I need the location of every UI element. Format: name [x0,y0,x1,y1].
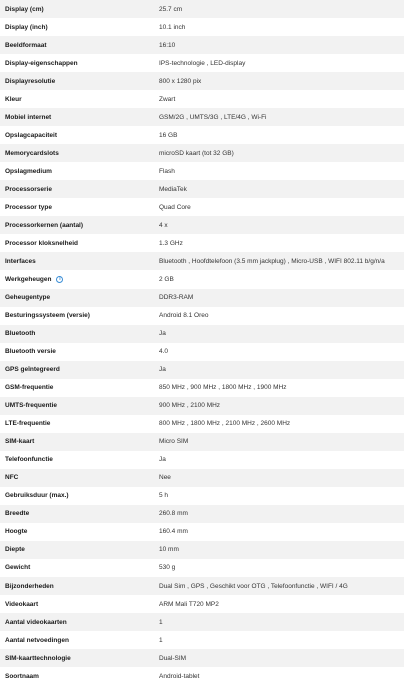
spec-label-text: Memorycardslots [5,149,59,157]
spec-value: 2 GB [159,275,174,283]
spec-label [0,384,154,391]
spec-row [0,325,404,343]
spec-row [0,0,404,18]
spec-label [0,6,154,13]
spec-value: 5 h [159,492,169,500]
spec-row [0,667,404,685]
spec-row [0,379,404,397]
spec-label-text: Aantal netvoedingen [5,636,69,644]
spec-value: 10 mm [159,546,179,554]
spec-label [0,673,154,680]
spec-value: 16 GB [159,131,178,139]
spec-row [0,613,404,631]
spec-value: 530 g [159,564,176,572]
spec-label [0,222,154,229]
spec-value: ARM Mali T720 MP2 [159,600,219,608]
spec-value: microSD kaart (tot 32 GB) [159,149,234,157]
spec-label-text: Display-eigenschappen [5,59,78,67]
spec-row [0,270,404,288]
spec-value: Micro SIM [159,438,189,446]
spec-value: 10.1 inch [159,23,186,31]
spec-label-text: Besturingssysteem (versie) [5,312,90,320]
spec-label [0,186,154,193]
spec-label-text: Bluetooth [5,330,36,338]
spec-row [0,54,404,72]
spec-value: Bluetooth , Hoofdtelefoon (3.5 mm jackplug) , Micro-USB , WIFI 802.11 b/g/n/a [159,257,385,265]
spec-label [0,420,154,427]
spec-label [0,24,154,31]
spec-label [0,348,154,355]
spec-label [0,510,154,517]
spec-value: Android 8.1 Oreo [159,312,209,320]
spec-value: 16:10 [159,41,176,49]
spec-label-text: GSM-frequentie [5,384,54,392]
spec-row [0,361,404,379]
spec-value: 1 [159,618,163,626]
spec-label [0,258,154,265]
spec-label-text: Telefoonfunctie [5,456,53,464]
spec-label-text: Processor type [5,203,52,211]
spec-row [0,343,404,361]
spec-label-text: Soortnaam [5,672,39,680]
spec-label [0,78,154,85]
spec-row [0,162,404,180]
spec-label [0,474,154,481]
spec-value: 800 x 1280 pix [159,77,202,85]
spec-value: Dual Sim , GPS , Geschikt voor OTG , Telefoonfunctie , WIFI / 4G [159,582,348,590]
spec-label [0,546,154,553]
spec-row [0,649,404,667]
spec-row [0,216,404,234]
spec-row [0,198,404,216]
spec-value: 1.3 GHz [159,239,183,247]
spec-label-text: Interfaces [5,257,36,265]
spec-value: 4.0 [159,348,169,356]
spec-label [0,619,154,626]
spec-label [0,637,154,644]
spec-value: Ja [159,330,166,338]
spec-value: DDR3-RAM [159,294,194,302]
spec-row [0,559,404,577]
spec-label-text: Processorserie [5,185,52,193]
spec-label [0,60,154,67]
spec-label [0,366,154,373]
spec-label [0,150,154,157]
spec-row [0,144,404,162]
spec-value: Ja [159,366,166,374]
spec-row [0,541,404,559]
spec-value: Ja [159,456,166,464]
spec-row [0,631,404,649]
spec-value: MediaTek [159,185,187,193]
spec-value: Nee [159,474,171,482]
spec-value: GSM/2G , UMTS/3G , LTE/4G , Wi-Fi [159,113,267,121]
spec-value: Dual-SIM [159,654,187,662]
spec-value: 260.8 mm [159,510,188,518]
spec-row [0,108,404,126]
spec-label-text: Processor kloksnelheid [5,239,78,247]
spec-row [0,18,404,36]
spec-value: Flash [159,167,175,175]
spec-row [0,433,404,451]
spec-label-text: Videokaart [5,600,39,608]
spec-label [0,402,154,409]
spec-label-text: Diepte [5,546,25,554]
spec-label [0,330,154,337]
spec-label-text: Kleur [5,95,22,103]
spec-label [0,655,154,662]
info-icon[interactable]: i [56,276,63,283]
spec-row [0,289,404,307]
spec-label-text: Opslagcapaciteit [5,131,58,139]
spec-label-text: Display (cm) [5,5,44,13]
spec-row [0,180,404,198]
spec-label [0,204,154,211]
spec-label-text: GPS geïntegreerd [5,366,60,374]
spec-label-text: Bijzonderheden [5,582,54,590]
spec-row [0,307,404,325]
spec-label-text: LTE-frequentie [5,420,51,428]
spec-row [0,126,404,144]
spec-label-text: SIM-kaarttechnologie [5,654,71,662]
spec-label [0,312,154,319]
spec-label [0,240,154,247]
spec-row [0,90,404,108]
spec-row [0,595,404,613]
spec-row [0,415,404,433]
spec-label [0,114,154,121]
spec-value: 4 x [159,221,168,229]
spec-value: 25.7 cm [159,5,183,13]
spec-label-text: Mobiel internet [5,113,52,121]
spec-label-text: Breedte [5,510,30,518]
spec-label [0,564,154,571]
spec-label-text: UMTS-frequentie [5,402,57,410]
spec-row [0,523,404,541]
spec-label-text: Processorkernen (aantal) [5,221,84,229]
spec-label-text: Hoogte [5,528,28,536]
spec-value: 160.4 mm [159,528,188,536]
spec-label [0,42,154,49]
spec-value: 850 MHz , 900 MHz , 1800 MHz , 1900 MHz [159,384,287,392]
spec-label-text: Displayresolutie [5,77,56,85]
spec-row [0,505,404,523]
spec-label-text: SIM-kaart [5,438,35,446]
spec-label-text: Geheugentype [5,294,51,302]
spec-label-text: Gebruiksduur (max.) [5,492,69,500]
spec-value: Android-tablet [159,672,200,680]
spec-label [0,492,154,499]
spec-label-text: Aantal videokaarten [5,618,67,626]
spec-label-text: Beeldformaat [5,41,47,49]
spec-label-text: Gewicht [5,564,31,572]
spec-row [0,487,404,505]
spec-label [0,168,154,175]
spec-row [0,469,404,487]
spec-label [0,456,154,463]
spec-label [0,96,154,103]
spec-label [0,583,154,590]
spec-label-text: Display (inch) [5,23,48,31]
spec-row [0,72,404,90]
spec-row [0,252,404,270]
spec-row [0,234,404,252]
spec-value: Quad Core [159,203,191,211]
spec-label-text: Bluetooth versie [5,348,56,356]
spec-value: 800 MHz , 1800 MHz , 2100 MHz , 2600 MHz [159,420,291,428]
spec-value: Zwart [159,95,176,103]
spec-label-text: NFC [5,474,19,482]
spec-label [0,294,154,301]
spec-value: 900 MHz , 2100 MHz [159,402,221,410]
spec-label-text: Werkgeheugen [5,275,52,283]
spec-label-text: Opslagmedium [5,167,52,175]
spec-row [0,451,404,469]
spec-label [0,276,154,283]
spec-value: 1 [159,636,163,644]
spec-row [0,397,404,415]
spec-row [0,577,404,595]
spec-label [0,132,154,139]
spec-label [0,601,154,608]
spec-row [0,36,404,54]
spec-value: IPS-technologie , LED-display [159,59,246,67]
spec-label [0,438,154,445]
spec-label [0,528,154,535]
